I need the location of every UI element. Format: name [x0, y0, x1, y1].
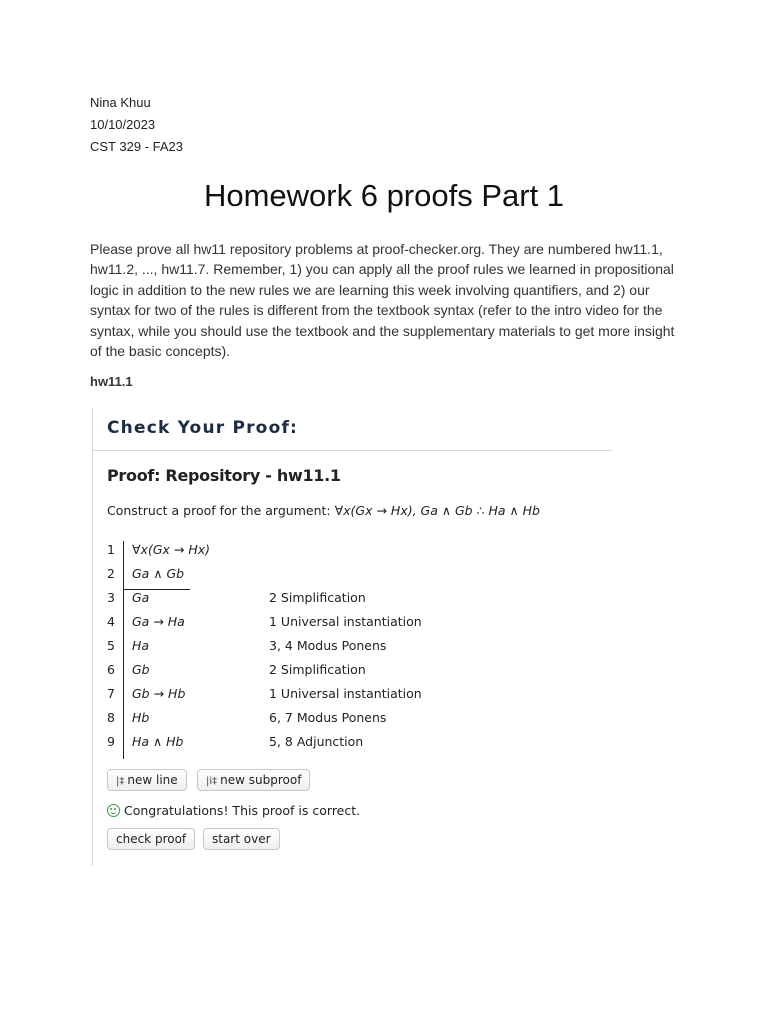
- argument-text: ∀x(Gx → Hx), Ga ∧ Gb ∴ Ha ∧ Hb: [334, 503, 540, 518]
- line-justification[interactable]: 2 Simplification: [269, 662, 366, 677]
- proof-line: [107, 706, 527, 730]
- line-formula[interactable]: Gb → Hb: [132, 686, 186, 701]
- line-formula[interactable]: Ga → Ha: [132, 614, 185, 629]
- construct-prefix: Construct a proof for the argument:: [107, 503, 335, 518]
- line-formula[interactable]: Ga ∧ Gb: [132, 566, 185, 581]
- line-formula[interactable]: Ha: [132, 638, 150, 653]
- line-formula[interactable]: Ga: [132, 590, 150, 605]
- line-number: 8: [107, 710, 115, 725]
- section-label: hw11.1: [90, 374, 133, 389]
- proof-line: [107, 730, 527, 754]
- line-justification[interactable]: 1 Universal instantiation: [269, 686, 422, 701]
- page-title: Homework 6 proofs Part 1: [203, 178, 565, 213]
- proof-checker-panel: [92, 408, 612, 866]
- line-justification[interactable]: 3, 4 Modus Ponens: [269, 638, 387, 653]
- line-justification[interactable]: 5, 8 Adjunction: [269, 734, 364, 749]
- proof-line: [107, 562, 527, 586]
- line-formula[interactable]: Gb: [132, 662, 150, 677]
- line-justification[interactable]: 1 Universal instantiation: [269, 614, 422, 629]
- line-number: 7: [107, 686, 115, 701]
- line-number: 3: [107, 590, 115, 605]
- line-number: 1: [107, 542, 115, 557]
- intro-paragraph: Please prove all hw11 repository problems at proof-checker.org. They are numbered hw11.1, hw11.2, ..., hw11.7. Remember, 1) you can apply all the proof rules we learned in propositional logic in addition to the new rules we are learning this week involving quantifiers, and 2) our syntax for two of the rules is different from the textbook syntax (refer to the intro video for the syntax, while you should use the textbook and the supplementary materials to get more insight of the basic concepts).: [90, 241, 675, 360]
- check-proof-heading: Check Your Proof:: [107, 418, 299, 438]
- new-subproof-button[interactable]: |i‡ new subproof: [197, 769, 310, 791]
- course-code: CST 329 - FA23: [90, 139, 183, 154]
- line-number: 5: [107, 638, 115, 653]
- line-formula[interactable]: ∀x(Gx → Hx): [132, 542, 211, 557]
- submission-date: 10/10/2023: [90, 117, 156, 132]
- line-number: 2: [107, 566, 115, 581]
- line-formula[interactable]: Ha ∧ Hb: [132, 734, 184, 749]
- proof-line: [107, 634, 527, 658]
- proof-line: [107, 658, 527, 682]
- line-formula[interactable]: Hb: [132, 710, 150, 725]
- line-number: 9: [107, 734, 115, 749]
- new-subproof-icon: |i‡: [206, 776, 218, 787]
- success-message: Congratulations! This proof is correct.: [107, 803, 360, 818]
- proof-line: [107, 538, 527, 562]
- construct-instruction: [107, 503, 540, 518]
- author-info: [90, 92, 183, 158]
- proof-line: [107, 586, 527, 610]
- author-name: Nina Khuu: [90, 95, 151, 110]
- proof-line: [107, 610, 527, 634]
- start-over-button[interactable]: start over: [203, 828, 280, 850]
- new-line-icon: |‡: [116, 776, 125, 787]
- proof-title: Proof: Repository - hw11.1: [107, 466, 341, 485]
- panel-divider: [93, 450, 612, 451]
- line-justification[interactable]: 6, 7 Modus Ponens: [269, 710, 387, 725]
- check-proof-button[interactable]: check proof: [107, 828, 195, 850]
- line-justification[interactable]: 2 Simplification: [269, 590, 366, 605]
- line-number: 6: [107, 662, 115, 677]
- proof-line: [107, 682, 527, 706]
- smiley-icon: [107, 804, 120, 817]
- line-number: 4: [107, 614, 115, 629]
- new-line-button[interactable]: |‡ new line: [107, 769, 187, 791]
